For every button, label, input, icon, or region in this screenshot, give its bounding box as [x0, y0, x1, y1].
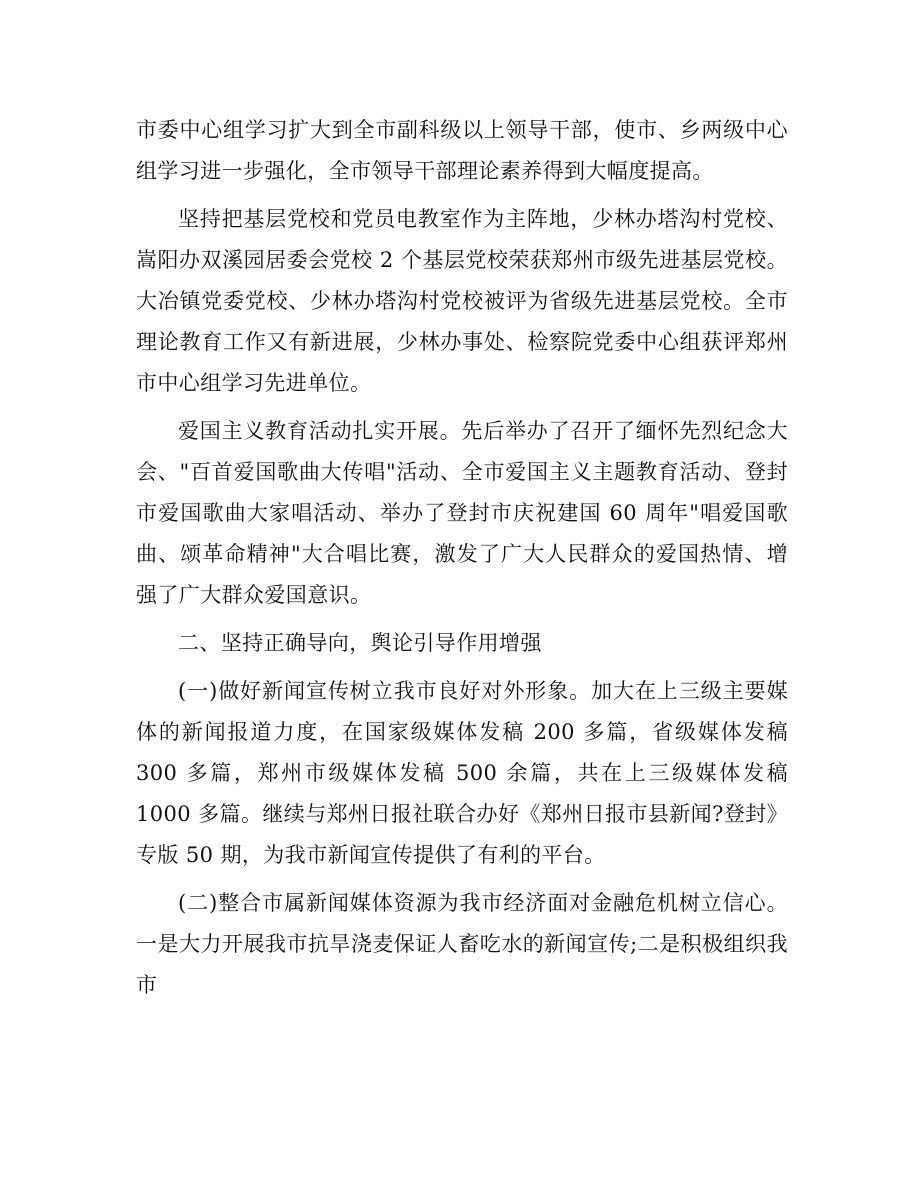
paragraph-news-publicity: (一)做好新闻宣传树立我市良好对外形象。加大在上三级主要媒体的新闻报道力度，在国家级媒体发稿 200 多篇，省级媒体发稿 300 多篇，郑州市级媒体发稿 500 余篇，共在上三级媒体发稿 1000 多篇。继续与郑州日报社联合办好《郑州日报市县新闻?登封》专版 50 期，为我市新闻宣传提供了有利的平台。 [136, 679, 788, 867]
paragraph-media-integration: (二)整合市属新闻媒体资源为我市经济面对金融危机树立信心。一是大力开展我市抗旱浇麦保证人畜吃水的新闻宣传;二是积极组织我市 [136, 891, 788, 997]
document-body [136, 110, 788, 1013]
paragraph-party-schools: 坚持把基层党校和党员电教室作为主阵地，少林办塔沟村党校、嵩阳办双溪园居委会党校 2 个基层党校荣获郑州市级先进基层党校。大冶镇党委党校、少林办塔沟村党校被评为省级先进基层党校。全市理论教育工作又有新进展，少林办事处、检察院党委中心组获评郑州市中心组学习先进单位。 [136, 207, 788, 395]
section-heading-guidance: 二、坚持正确导向，舆论引导作用增强 [178, 631, 542, 655]
paragraph-study-expansion: 市委中心组学习扩大到全市副科级以上领导干部，使市、乡两级中心组学习进一步强化，全市领导干部理论素养得到大幅度提高。 [136, 118, 788, 183]
paragraph-patriotic-education: 爱国主义教育活动扎实开展。先后举办了召开了缅怀先烈纪念大会、"百首爱国歌曲大传唱"活动、全市爱国主义主题教育活动、登封市爱国歌曲大家唱活动、举办了登封市庆祝建国 60 周年"唱爱国歌曲、颂革命精神"大合唱比赛，激发了广大人民群众的爱国热情、增强了广大群众爱国意识。 [136, 419, 788, 607]
